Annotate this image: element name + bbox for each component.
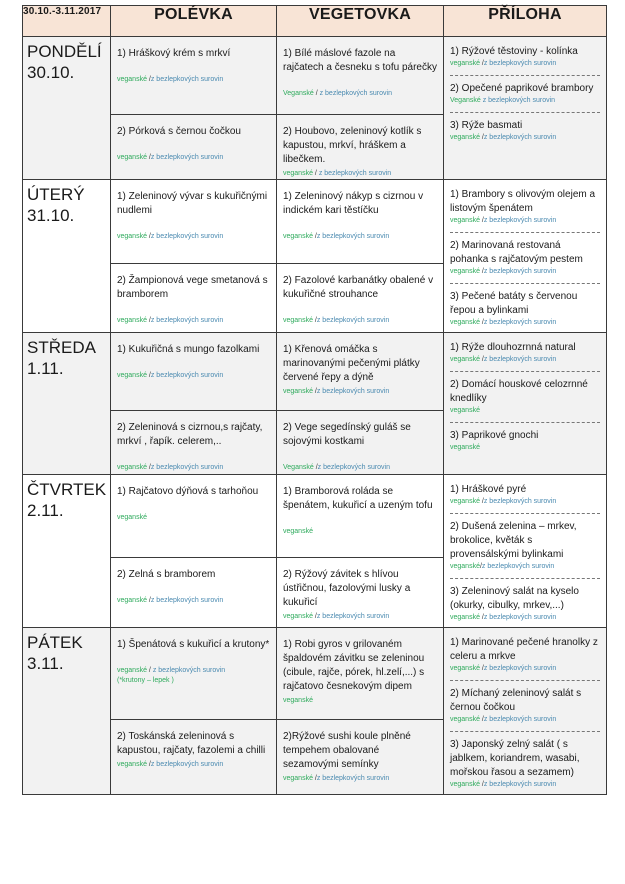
- day-name: STŘEDA: [27, 338, 96, 357]
- soup-item: [111, 411, 276, 473]
- vegan-tag: veganské: [117, 76, 147, 83]
- diet-tags: [450, 562, 600, 572]
- dish-name: 3) Rýže basmati: [450, 120, 523, 131]
- vegan-tag: veganské: [283, 233, 313, 240]
- tag-separator: /: [313, 90, 320, 97]
- tag-separator: /: [479, 356, 484, 363]
- soup-cell: [111, 558, 277, 628]
- vegan-tag: Veganské: [283, 90, 314, 97]
- vegan-tag: veganské: [117, 372, 147, 379]
- gluten-free-tag: z bezlepkových surovin: [317, 464, 391, 471]
- vegetovka-cell: [277, 115, 444, 180]
- diet-tags: [450, 216, 600, 226]
- gluten-free-tag: z bezlepkových surovin: [150, 464, 224, 471]
- dish-name: 1) Rajčatovo dýňová s tarhoňou: [117, 486, 259, 497]
- dish-name: 1) Robi gyros v grilovaném špaldovém závitku se zeleninou (cibule, rajče, pórek, hl.zelí,...) s rajčatovo česnekovým dipem: [283, 639, 425, 692]
- vegetovka-cell: [277, 333, 444, 411]
- day-cell: [23, 475, 111, 628]
- diet-tags: [450, 780, 600, 790]
- vegan-tag: veganské: [117, 514, 147, 521]
- vegetovka-cell: [277, 180, 444, 264]
- tag-separator: /: [146, 154, 151, 161]
- dish-name: 1) Zeleninový nákyp s cizrnou v indickém kari těstíčku: [283, 191, 424, 216]
- vegan-tag: veganské: [450, 498, 480, 505]
- gluten-free-tag: z bezlepkových surovin: [316, 388, 390, 395]
- vegan-tag: veganské: [450, 134, 480, 141]
- dashed-divider: [450, 513, 600, 514]
- tag-separator: /: [312, 388, 317, 395]
- vegan-tag: veganské: [117, 154, 147, 161]
- vegan-tag: veganské: [283, 170, 313, 177]
- soup-cell: [111, 411, 277, 475]
- vegan-tag: veganské: [450, 319, 480, 326]
- vegan-tag: veganské: [117, 233, 147, 240]
- gluten-free-tag: z bezlepkových surovin: [483, 60, 557, 67]
- header-row: [23, 6, 607, 37]
- diet-tags: [117, 232, 270, 242]
- soup-cell: [111, 333, 277, 411]
- allergen-note: (*krutony – lepek ): [117, 677, 174, 684]
- soup-item: [111, 115, 276, 163]
- side-item: [450, 239, 600, 277]
- dish-name: 2) Míchaný zeleninový salát s černou čočkou: [450, 688, 582, 713]
- tag-separator: /: [146, 667, 153, 674]
- gluten-free-tag: z bezlepkových surovin: [483, 498, 557, 505]
- diet-tags: [283, 527, 437, 537]
- dish-name: 1) Špenátová s kukuřicí a krutony*: [117, 639, 270, 650]
- date-range: 30.10.-3.11.2017: [23, 6, 111, 37]
- diet-tags: [283, 232, 437, 242]
- vegan-tag: veganské: [450, 60, 480, 67]
- tag-separator: /: [146, 317, 151, 325]
- side-cell: [444, 628, 607, 795]
- gluten-free-tag: z bezlepkových surovin: [483, 665, 557, 672]
- side-item: [450, 45, 600, 69]
- gluten-free-tag: z bezlepkových surovin: [318, 170, 392, 177]
- side-list: [444, 628, 606, 794]
- soup-cell: [111, 180, 277, 264]
- vegan-tag: veganské: [450, 356, 480, 363]
- vegan-tag: Veganské: [283, 464, 314, 471]
- tag-separator: /: [479, 319, 484, 326]
- side-item: [450, 341, 600, 365]
- dish-name: 3) Pečené batáty s červenou řepou a bylinkami: [450, 291, 578, 316]
- dish-name: 1) Rýže dlouhozrnná natural: [450, 342, 576, 353]
- side-item: [450, 585, 600, 623]
- day-date: 31.10.: [27, 206, 75, 225]
- diet-tags: [117, 316, 270, 326]
- side-list: [444, 37, 606, 147]
- vegan-tag: veganské: [283, 528, 313, 535]
- diet-tags: [117, 371, 270, 381]
- soup-cell: [111, 475, 277, 558]
- dish-name: 1) Marinované pečené hranolky z celeru a mrkve: [450, 637, 598, 662]
- diet-tags: [450, 664, 600, 674]
- soup-item: [111, 720, 276, 770]
- gluten-free-tag: z bezlepkových surovin: [483, 268, 557, 275]
- gluten-free-tag: z bezlepkových surovin: [316, 613, 390, 621]
- vegan-tag: veganské: [117, 597, 147, 605]
- dish-name: 1) Brambory s olivovým olejem a listovým špenátem: [450, 189, 596, 214]
- side-list: [444, 475, 606, 627]
- gluten-free-tag: z bezlepkových surovin: [482, 97, 556, 104]
- vegan-tag: veganské: [117, 317, 147, 325]
- vegetovka-item: [277, 558, 443, 622]
- diet-tags: [283, 169, 437, 179]
- vegan-tag: veganské: [450, 268, 480, 275]
- vegan-tag: veganské: [283, 613, 313, 621]
- soup-item: [111, 628, 276, 686]
- vegan-tag: veganské: [450, 563, 480, 570]
- side-item: [450, 483, 600, 507]
- soup-cell: [111, 115, 277, 180]
- diet-tags: [283, 387, 437, 397]
- vegetovka-cell: [277, 628, 444, 720]
- side-cell: [444, 180, 607, 333]
- tag-separator: /: [479, 268, 484, 275]
- tag-separator: /: [146, 760, 151, 768]
- day-row-first: [23, 180, 607, 264]
- vegan-tag: veganské: [117, 760, 147, 768]
- side-item: [450, 82, 600, 106]
- diet-tags: [117, 153, 270, 163]
- tag-separator: /: [312, 233, 317, 240]
- vegan-tag: Veganské: [450, 97, 481, 104]
- vegan-tag: veganské: [450, 444, 480, 451]
- dish-name: 2) Zelná s bramborem: [117, 569, 216, 581]
- side-item: [450, 290, 600, 328]
- dashed-divider: [450, 112, 600, 113]
- diet-tags: [450, 96, 600, 106]
- vegetovka-item: [277, 411, 443, 473]
- tag-separator: /: [146, 464, 151, 471]
- dashed-divider: [450, 283, 600, 284]
- day-date: 1.11.: [27, 359, 64, 378]
- soup-item: [111, 37, 276, 85]
- diet-tags: [450, 715, 600, 725]
- gluten-free-tag: z bezlepkových surovin: [483, 716, 557, 723]
- dish-name: 2) Houbovo, zeleninový kotlík s kapustou, mrkví, hráškem a libečkem.: [283, 126, 422, 165]
- diet-tags: [117, 513, 270, 523]
- side-item: [450, 429, 600, 453]
- tag-separator: /: [479, 665, 484, 672]
- vegan-tag: veganské: [283, 774, 313, 782]
- soup-item: [111, 333, 276, 381]
- gluten-free-tag: z bezlepkových surovin: [150, 233, 224, 240]
- diet-tags: [117, 75, 270, 85]
- tag-separator: /: [479, 781, 484, 788]
- gluten-free-tag: z bezlepkových surovin: [483, 781, 557, 788]
- day-name: PONDĚLÍ: [27, 42, 102, 61]
- soup-item: [111, 558, 276, 606]
- dish-name: 3) Japonský zelný salát ( s jablkem, koriandrem, wasabi, mořskou řasou a sezamem): [450, 739, 580, 778]
- dish-name: 1) Bílé máslové fazole na rajčatech a česneku s tofu párečky: [283, 48, 437, 73]
- vegetovka-cell: [277, 264, 444, 333]
- vegan-tag: veganské: [450, 407, 480, 414]
- dish-name: 1) Kukuřičná s mungo fazolkami: [117, 344, 260, 355]
- vegetovka-item: [277, 264, 443, 326]
- day-row-first: [23, 475, 607, 558]
- day-name: ČTVRTEK: [27, 480, 107, 499]
- day-name: PÁTEK: [27, 633, 83, 652]
- dish-name: 1) Rýžové těstoviny - kolínka: [450, 46, 578, 57]
- tag-separator: /: [479, 60, 484, 67]
- diet-tags: [450, 497, 600, 507]
- gluten-free-tag: z bezlepkových surovin: [319, 90, 392, 97]
- day-date: 3.11.: [27, 654, 64, 673]
- dashed-divider: [450, 371, 600, 372]
- diet-tags: [450, 318, 600, 328]
- dish-name: 1) Křenová omáčka s marinovanými pečenými plátky červené řepy a dýně: [283, 344, 420, 383]
- dish-name: 3) Zeleninový salát na kyselo (okurky, cibulky, mrkev,...): [450, 586, 579, 611]
- side-item: [450, 738, 600, 790]
- diet-tags: [283, 612, 437, 622]
- vegan-tag: veganské: [117, 464, 147, 471]
- side-cell: [444, 333, 607, 475]
- tag-separator: /: [479, 716, 484, 723]
- day-cell: [23, 333, 111, 475]
- gluten-free-tag: z bezlepkových surovin: [150, 597, 224, 605]
- gluten-free-tag: z bezlepkových surovin: [483, 134, 557, 141]
- day-cell: [23, 628, 111, 795]
- day-row-first: [23, 333, 607, 411]
- tag-separator: /: [479, 498, 484, 505]
- tag-separator: /: [479, 217, 484, 224]
- dish-name: 3) Paprikové gnochi: [450, 430, 539, 441]
- tag-separator: /: [146, 76, 151, 83]
- tag-separator: /: [479, 134, 484, 141]
- tag-separator: /: [146, 233, 151, 240]
- gluten-free-tag: z bezlepkových surovin: [483, 614, 557, 621]
- dish-name: 1) Zeleninový vývar s kukuřičnými nudlemi: [117, 191, 268, 216]
- vegetovka-cell: [277, 558, 444, 628]
- day-date: 2.11.: [27, 501, 64, 520]
- diet-tags: [283, 696, 437, 706]
- side-item: [450, 687, 600, 725]
- gluten-free-tag: z bezlepkových surovin: [481, 563, 555, 570]
- gluten-free-tag: z bezlepkových surovin: [152, 667, 226, 674]
- vegetovka-item: [277, 333, 443, 397]
- side-item: [450, 119, 600, 143]
- dish-name: 1) Hráškový krém s mrkví: [117, 48, 231, 59]
- dish-name: 2) Opečené paprikové brambory: [450, 83, 594, 94]
- soup-cell: [111, 719, 277, 794]
- dish-name: 2) Dušená zelenina – mrkev, brokolice, květák s provensálskými bylinkami: [450, 521, 577, 560]
- vegan-tag: veganské: [450, 614, 480, 621]
- gluten-free-tag: z bezlepkových surovin: [483, 319, 557, 326]
- dish-name: 2) Žampionová vege smetanová s bramborem: [117, 275, 268, 301]
- tag-separator: /: [146, 597, 151, 605]
- vegan-tag: veganské: [117, 667, 147, 674]
- diet-tags: [283, 89, 437, 99]
- day-name: ÚTERÝ: [27, 185, 85, 204]
- vegan-tag: veganské: [450, 665, 480, 672]
- soup-cell: [111, 264, 277, 333]
- vegetovka-cell: [277, 37, 444, 115]
- diet-tags: [117, 596, 270, 606]
- vegan-tag: veganské: [450, 781, 480, 788]
- tag-separator: /: [312, 774, 317, 782]
- vegetovka-item: [277, 37, 443, 99]
- side-item: [450, 636, 600, 674]
- vegetovka-cell: [277, 411, 444, 475]
- diet-tags: [450, 355, 600, 365]
- weekly-menu-table: [22, 5, 607, 795]
- vegan-tag: veganské: [283, 317, 313, 325]
- column-header-side: PŘÍLOHA: [444, 6, 607, 37]
- diet-tags: [450, 59, 600, 69]
- diet-tags: [283, 316, 437, 326]
- diet-tags: [450, 133, 600, 143]
- dish-name: 2) Fazolové karbanátky obalené v kukuřičné strouhance: [283, 275, 434, 301]
- soup-cell: [111, 628, 277, 720]
- diet-tags: [450, 443, 600, 453]
- dish-name: 1) Bramborová roláda se špenátem, kukuřicí a uzeným tofu: [283, 486, 433, 511]
- side-cell: [444, 475, 607, 628]
- soup-cell: [111, 37, 277, 115]
- soup-item: [111, 264, 276, 326]
- vegetovka-item: [277, 628, 443, 706]
- tag-separator: /: [479, 563, 482, 570]
- gluten-free-tag: z bezlepkových surovin: [483, 217, 557, 224]
- day-date: 30.10.: [27, 63, 75, 82]
- soup-item: [111, 475, 276, 523]
- gluten-free-tag: z bezlepkových surovin: [316, 233, 390, 240]
- diet-tags: [117, 463, 270, 473]
- diet-tags: [450, 406, 600, 416]
- vegetovka-cell: [277, 475, 444, 558]
- side-item: [450, 520, 600, 572]
- dish-name: 2) Zeleninová s cizrnou,s rajčaty, mrkví , řapík. celerem,..: [117, 422, 263, 447]
- vegan-tag: veganské: [283, 697, 313, 704]
- day-row-first: [23, 37, 607, 115]
- dish-name: 2) Domácí houskové celozrnné knedlíky: [450, 379, 588, 404]
- diet-tags: [117, 666, 270, 686]
- diet-tags: [283, 463, 437, 473]
- dashed-divider: [450, 422, 600, 423]
- dish-name: 2) Marinovaná restovaná pohanka s rajčatovým pestem: [450, 240, 583, 265]
- vegetovka-item: [277, 720, 443, 784]
- gluten-free-tag: z bezlepkových surovin: [150, 154, 224, 161]
- diet-tags: [117, 760, 270, 770]
- column-header-soup: POLÉVKA: [111, 6, 277, 37]
- gluten-free-tag: z bezlepkových surovin: [316, 317, 390, 325]
- diet-tags: [450, 267, 600, 277]
- side-item: [450, 378, 600, 416]
- dashed-divider: [450, 680, 600, 681]
- gluten-free-tag: z bezlepkových surovin: [150, 317, 224, 325]
- vegetovka-cell: [277, 719, 444, 794]
- vegetovka-item: [277, 475, 443, 537]
- side-cell: [444, 37, 607, 180]
- tag-separator: /: [313, 464, 318, 471]
- vegan-tag: veganské: [450, 217, 480, 224]
- tag-separator: /: [312, 170, 319, 177]
- column-header-vegetovka: VEGETOVKA: [277, 6, 444, 37]
- tag-separator: /: [312, 613, 317, 621]
- dish-name: 2) Rýžový závitek s hlívou ústřičnou, fazolovými lusky a kukuřicí: [283, 569, 411, 609]
- vegetovka-item: [277, 180, 443, 242]
- dashed-divider: [450, 75, 600, 76]
- dish-name: 2)Rýžové sushi koule plněné tempehem obalované sezamovými semínky: [283, 730, 411, 770]
- side-list: [444, 180, 606, 332]
- day-row-first: [23, 628, 607, 720]
- gluten-free-tag: z bezlepkových surovin: [150, 76, 224, 83]
- dashed-divider: [450, 578, 600, 579]
- tag-separator: /: [146, 372, 151, 379]
- gluten-free-tag: z bezlepkových surovin: [483, 356, 557, 363]
- gluten-free-tag: z bezlepkových surovin: [150, 372, 224, 379]
- soup-item: [111, 180, 276, 242]
- tag-separator: /: [479, 614, 484, 621]
- side-item: [450, 188, 600, 226]
- diet-tags: [450, 613, 600, 623]
- dish-name: 2) Vege segedínský guláš se sojovými kostkami: [283, 422, 411, 447]
- dashed-divider: [450, 232, 600, 233]
- dish-name: 2) Pórková s černou čočkou: [117, 126, 241, 137]
- tag-separator: /: [312, 317, 317, 325]
- dashed-divider: [450, 731, 600, 732]
- side-list: [444, 333, 606, 457]
- dish-name: 1) Hráškové pyré: [450, 484, 527, 495]
- gluten-free-tag: z bezlepkových surovin: [150, 760, 224, 768]
- gluten-free-tag: z bezlepkových surovin: [316, 774, 390, 782]
- vegetovka-item: [277, 115, 443, 179]
- vegan-tag: veganské: [283, 388, 313, 395]
- diet-tags: [283, 774, 437, 784]
- vegan-tag: veganské: [450, 716, 480, 723]
- day-cell: [23, 37, 111, 180]
- dish-name: 2) Toskánská zeleninová s kapustou, rajčaty, fazolemi a chilli: [117, 730, 266, 756]
- day-cell: [23, 180, 111, 333]
